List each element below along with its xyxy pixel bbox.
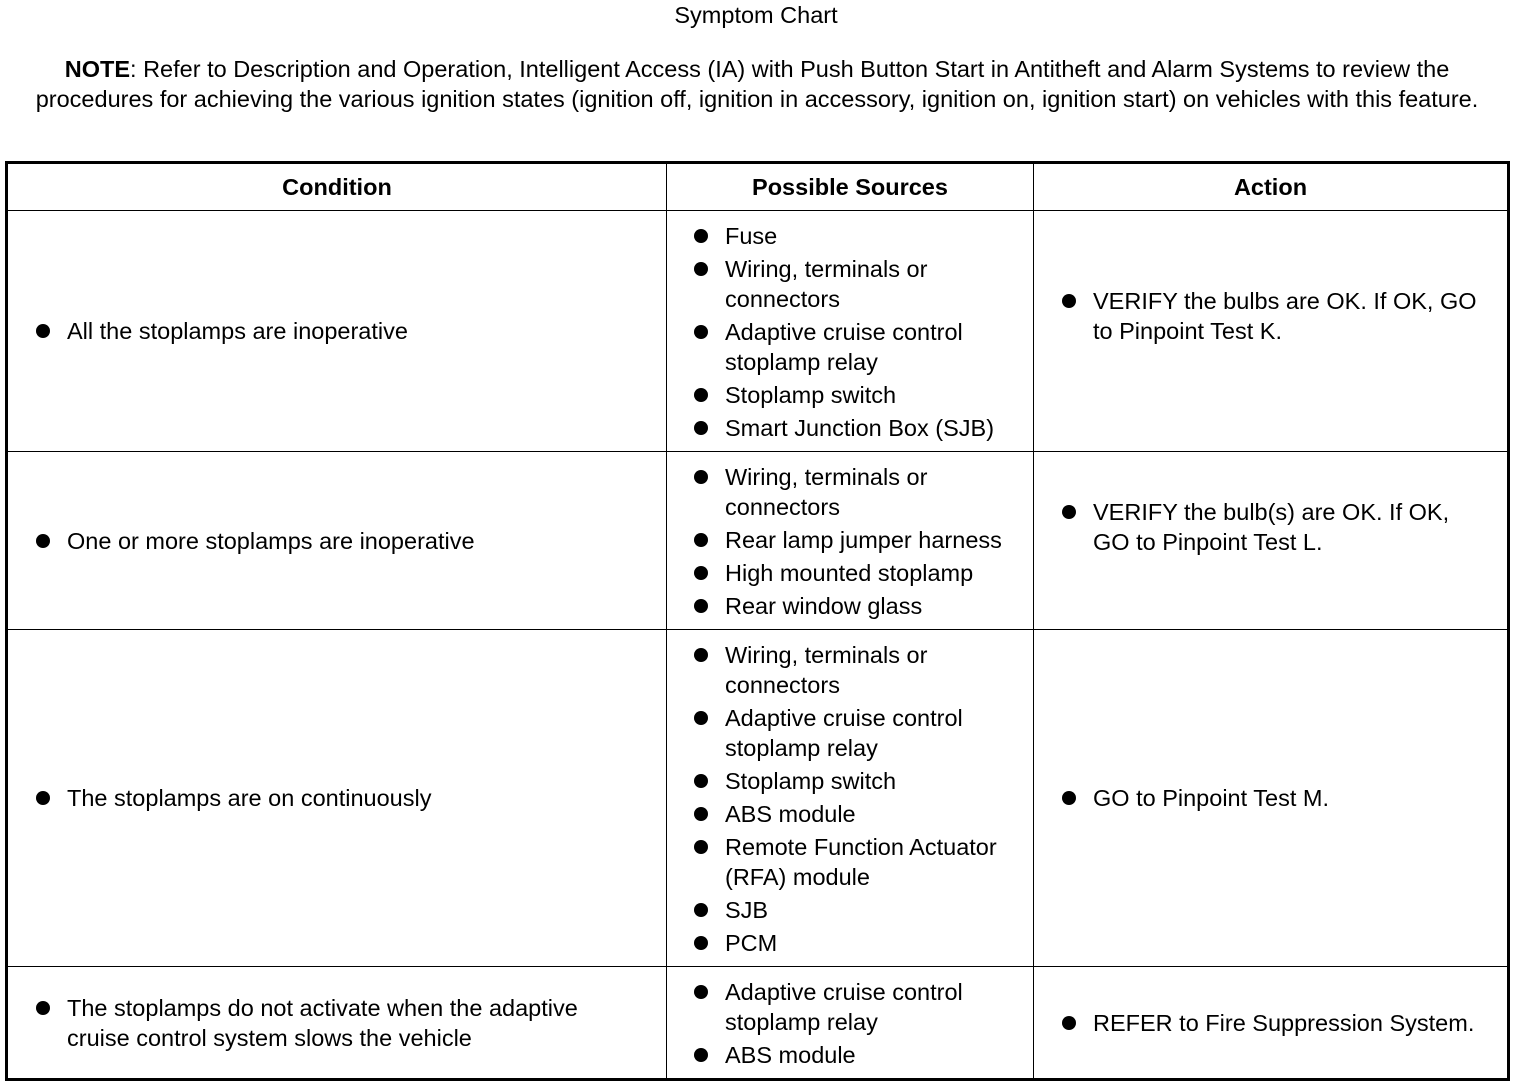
source-text: Rear lamp jumper harness <box>725 527 1002 553</box>
bullet-icon <box>694 1048 708 1062</box>
source-text: SJB <box>725 897 769 923</box>
bullet-icon <box>694 262 708 276</box>
action-text: VERIFY the bulbs are OK. If OK, GO to Pinpoint Test K. <box>1093 288 1477 344</box>
source-item <box>725 895 1025 925</box>
source-text: Adaptive cruise control stoplamp relay <box>725 979 963 1035</box>
source-item <box>725 558 1025 588</box>
source-text: Stoplamp switch <box>725 768 897 794</box>
source-item <box>725 1040 1025 1070</box>
source-text: Remote Function Actuator (RFA) module <box>725 834 997 890</box>
source-text: PCM <box>725 930 778 956</box>
source-item <box>725 525 1025 555</box>
source-item <box>725 591 1025 621</box>
bullet-icon <box>694 807 708 821</box>
source-item <box>725 832 1025 892</box>
bullet-icon <box>1062 294 1076 308</box>
source-text: Adaptive cruise control stoplamp relay <box>725 705 963 761</box>
source-text: ABS module <box>725 1042 856 1068</box>
bullet-icon <box>694 840 708 854</box>
source-item <box>725 221 1025 251</box>
bullet-icon <box>694 903 708 917</box>
bullet-icon <box>1062 791 1076 805</box>
condition-cell <box>7 211 667 452</box>
sources-cell <box>667 967 1034 1080</box>
condition-text: The stoplamps are on continuously <box>67 785 432 811</box>
page-title: Symptom Chart <box>674 2 838 28</box>
bullet-icon <box>1062 505 1076 519</box>
condition-item <box>67 316 646 346</box>
source-item <box>725 380 1025 410</box>
bullet-icon <box>694 533 708 547</box>
sources-cell <box>667 630 1034 967</box>
bullet-icon <box>694 711 708 725</box>
source-text: Wiring, terminals or connectors <box>725 256 928 312</box>
symptom-chart-table <box>5 161 1510 1081</box>
source-text: Stoplamp switch <box>725 382 897 408</box>
bullet-icon <box>694 421 708 435</box>
note-label: NOTE <box>64 56 131 82</box>
action-item <box>1093 497 1487 557</box>
action-item <box>1093 783 1487 813</box>
bullet-icon <box>36 1001 50 1015</box>
bullet-icon <box>36 791 50 805</box>
sources-cell <box>667 211 1034 452</box>
source-text: ABS module <box>725 801 856 827</box>
source-text: Rear window glass <box>725 593 923 619</box>
bullet-icon <box>36 324 50 338</box>
condition-item <box>67 526 646 556</box>
source-item <box>725 799 1025 829</box>
condition-text: All the stoplamps are inoperative <box>67 318 408 344</box>
sources-cell <box>667 452 1034 630</box>
bullet-icon <box>694 229 708 243</box>
note-text: : Refer to Description and Operation, Intelligent Access (IA) with Push Button Start in Antitheft and Alarm Systems to review the procedures for achieving the various ignition states (ignition off, ignition in accessory, ignition on, ignition start) on vehicles with this feature. <box>35 56 1479 112</box>
source-item <box>725 928 1025 958</box>
bullet-icon <box>694 325 708 339</box>
source-text: Adaptive cruise control stoplamp relay <box>725 319 963 375</box>
source-text: Wiring, terminals or connectors <box>725 642 928 698</box>
source-item <box>725 317 1025 377</box>
source-item <box>725 703 1025 763</box>
table-row <box>7 630 1509 967</box>
action-text: REFER to Fire Suppression System. <box>1093 1009 1475 1036</box>
source-text: Smart Junction Box (SJB) <box>725 415 995 441</box>
action-cell <box>1034 211 1509 452</box>
bullet-icon <box>694 985 708 999</box>
bullet-icon <box>1062 1016 1076 1030</box>
bullet-icon <box>694 566 708 580</box>
bullet-icon <box>694 774 708 788</box>
source-text: High mounted stoplamp <box>725 560 974 586</box>
condition-cell <box>7 967 667 1080</box>
table-header-row <box>7 163 1509 211</box>
source-item <box>725 254 1025 314</box>
source-text: Fuse <box>725 223 778 249</box>
condition-text: The stoplamps do not activate when the adaptive cruise control system slows the vehicle <box>67 994 578 1051</box>
bullet-icon <box>694 648 708 662</box>
bullet-icon <box>694 388 708 402</box>
condition-item <box>67 783 646 813</box>
source-item <box>725 462 1025 522</box>
action-cell <box>1034 967 1509 1080</box>
header-possible-sources: Possible Sources <box>667 163 1034 211</box>
condition-text: One or more stoplamps are inoperative <box>67 527 475 554</box>
source-text: Wiring, terminals or connectors <box>725 464 928 520</box>
source-item <box>725 640 1025 700</box>
header-action: Action <box>1034 163 1509 211</box>
source-item <box>725 766 1025 796</box>
source-item <box>725 977 1025 1037</box>
action-text: GO to Pinpoint Test M. <box>1093 785 1329 811</box>
action-text: VERIFY the bulb(s) are OK. If OK, GO to Pinpoint Test L. <box>1093 498 1450 555</box>
action-item <box>1093 286 1487 346</box>
source-item <box>725 413 1025 443</box>
note-paragraph <box>12 54 1502 114</box>
action-cell <box>1034 630 1509 967</box>
bullet-icon <box>694 470 708 484</box>
action-item <box>1093 1008 1487 1038</box>
table-row <box>7 452 1509 630</box>
header-condition: Condition <box>7 163 667 211</box>
table-row <box>7 967 1509 1080</box>
condition-item <box>67 993 646 1053</box>
bullet-icon <box>36 534 50 548</box>
condition-cell <box>7 630 667 967</box>
action-cell <box>1034 452 1509 630</box>
bullet-icon <box>694 936 708 950</box>
table-row <box>7 211 1509 452</box>
condition-cell <box>7 452 667 630</box>
bullet-icon <box>694 599 708 613</box>
